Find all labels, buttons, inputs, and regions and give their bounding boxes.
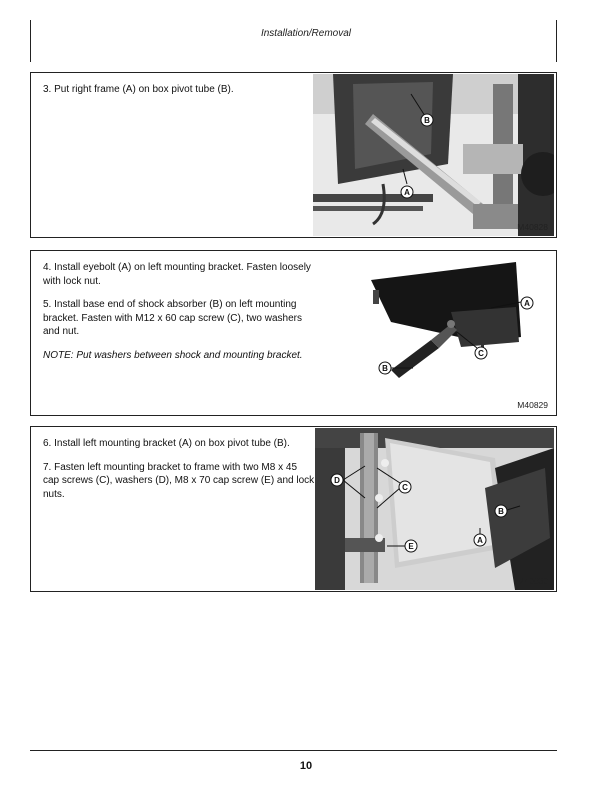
callout-layer: [313, 74, 554, 236]
step-paragraph: 4. Install eyebolt (A) on left mounting bracket. Fasten loosely with lock nut.: [43, 262, 311, 287]
callout-a-label: A: [477, 536, 483, 545]
figure-right-frame-on-pivot-tube: [313, 74, 554, 236]
step-paragraph: 6. Install left mounting bracket (A) on box pivot tube (B).: [43, 438, 290, 449]
footer-rule: [30, 750, 557, 751]
page-number: 10: [299, 760, 313, 772]
callout-b-label: B: [498, 507, 504, 516]
figure-code: M40829: [517, 400, 548, 410]
callout-b-label: B: [424, 116, 430, 125]
callout-layer: [331, 252, 554, 414]
callout-d-label: D: [334, 476, 340, 485]
callout-c-label: C: [402, 483, 408, 492]
page-title: Installation/Removal: [260, 28, 352, 39]
instruction-text: [43, 437, 315, 501]
callout-a-label: A: [524, 299, 530, 308]
callout-layer: [315, 428, 554, 590]
step-paragraph: 7. Fasten left mounting bracket to frame with two M8 x 45 cap screws (C), washers (D), M8 x 70 cap screw (E) and lock nuts.: [43, 461, 315, 500]
instruction-panel-step-3: [30, 72, 557, 238]
callout-e-label: E: [408, 542, 414, 551]
instruction-text: [43, 261, 315, 362]
figure-shock-absorber-bracket: [331, 252, 554, 414]
callout-c-label: C: [478, 349, 484, 358]
step-paragraph: 3. Put right frame (A) on box pivot tube (B).: [43, 84, 234, 95]
callout-a-label: A: [404, 188, 410, 197]
header-frame: [30, 20, 557, 62]
figure-code: M40830: [517, 576, 548, 586]
instruction-panel-step-4-5: [30, 250, 557, 416]
figure-left-mounting-bracket: [315, 428, 554, 590]
callout-b-label: B: [382, 364, 388, 373]
figure-code: M40828: [517, 222, 548, 232]
note-text: NOTE: Put washers between shock and mounting bracket.: [43, 349, 303, 361]
instruction-panel-step-6-7: [30, 426, 557, 592]
step-paragraph: 5. Install base end of shock absorber (B) on left mounting bracket. Fasten with M12 x 60 cap screw (C), two washers and nut.: [43, 299, 302, 337]
instruction-text: [43, 83, 315, 97]
